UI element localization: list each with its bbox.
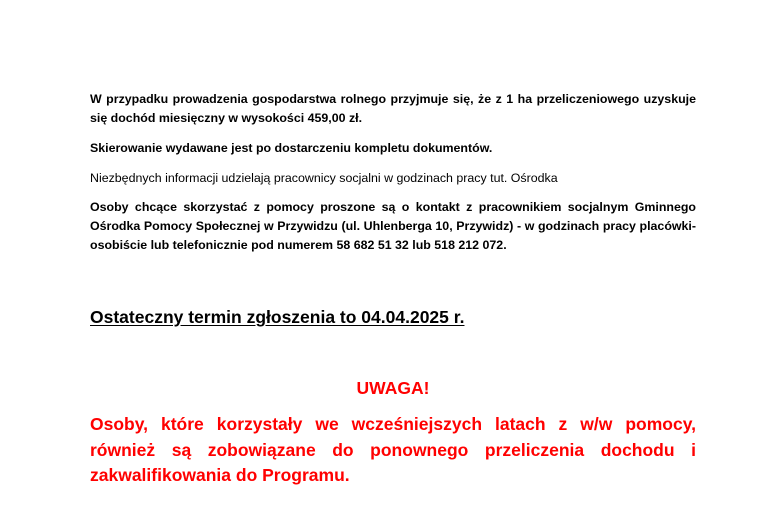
paragraph-contact: Osoby chcące skorzystać z pomocy proszone są o kontakt z pracownikiem socjalnym Gminnego Ośrodka Pomocy Społecznej w Przywidzu (ul. Uhlenberga 10, Przywidz) - w godzinach pracy placówki- osobiście lub telefonicznie pod numerem 58 682 51 32 lub 518 212 072.: [90, 200, 696, 252]
paragraph-referral: Skierowanie wydawane jest po dostarczeniu kompletu dokumentów.: [90, 141, 493, 155]
document-page: [90, 0, 696, 505]
paragraph-info: Niezbędnych informacji udzielają pracownicy socjalni w godzinach pracy tut. Ośrodka: [90, 171, 558, 185]
warning-body: Osoby, które korzystały we wcześniejszych latach z w/w pomocy, również są zobowiązane do ponownego przeliczenia dochodu i zakwalifikowania do Programu.: [90, 414, 696, 485]
paragraph-farm-income: W przypadku prowadzenia gospodarstwa rolnego przyjmuje się, że z 1 ha przeliczeniowego uzyskuje się dochód miesięczny w wysokości 459,00 zł.: [90, 92, 696, 125]
warning-title: UWAGA!: [356, 378, 430, 398]
deadline-notice: Ostateczny termin zgłoszenia to 04.04.2025 r.: [90, 307, 465, 327]
